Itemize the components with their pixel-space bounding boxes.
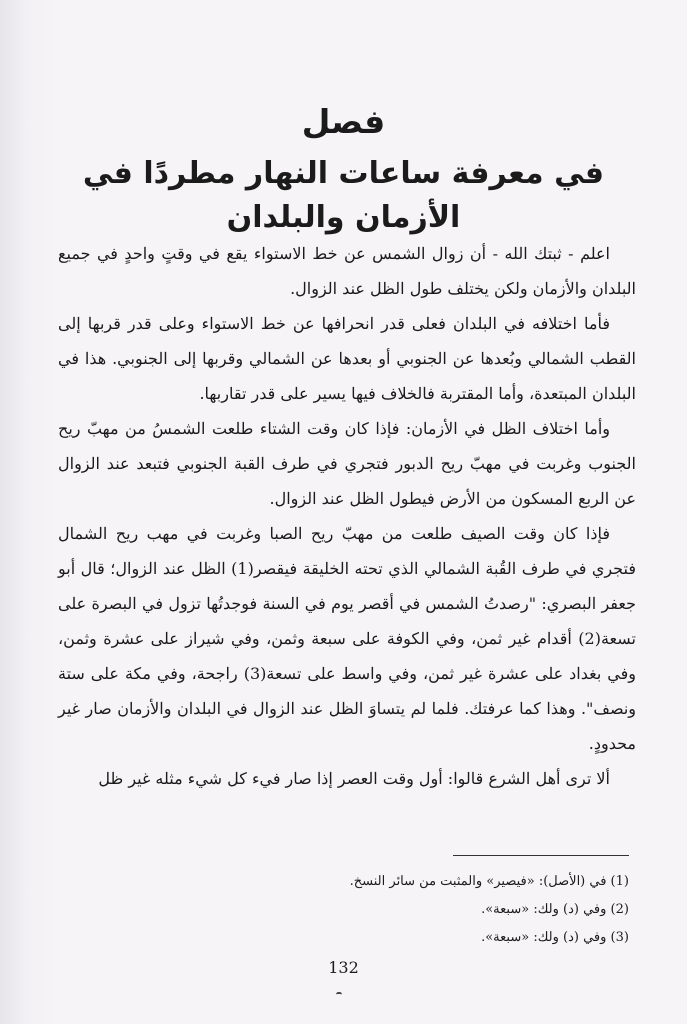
paragraph-4: فإذا كان وقت الصيف طلعت من مهبّ ريح الصبا وغربت في مهب ريح الشمال فتجري في طرف القُبة الشمالي الذي تحته الخليقة فيقصر(1) الظل عند الزوال؛ قال أبو جعفر البصري: "رصدتُ الشمس في أقصر يوم في السنة فوجدتُها تزول في البصرة على تسعة(2) أقدام غير ثمن، وفي الكوفة على سبعة وثمن، وفي شيراز على عشرة وثمن، وفي بغداد على عشرة غير ثمن، وفي واسط على تسعة(3) راجحة، وفي مكة على ستة ونصف". وهذا كما عرفتك. فلما لم يتساوَ الظل عند الزوال في البلدان والأزمان صار غير محدودٍ. — [58, 524, 636, 753]
footnote-2: (2) وفي (د) ولك: «سبعة». — [481, 902, 629, 917]
print-mark — [336, 992, 342, 997]
footnotes — [51, 868, 629, 952]
footnote-divider — [453, 855, 629, 856]
paragraph-1: اعلم - ثبتك الله - أن زوال الشمس عن خط الاستواء يقع في وقتٍ واحدٍ في جميع البلدان والأزمان ولكن يختلف طول الظل عند الزوال. — [58, 244, 636, 298]
paragraph-3: وأما اختلاف الظل في الأزمان: فإذا كان وقت الشتاء طلعت الشمسُ من مهبّ ريح الجنوب وغربت في مهبّ ريح الدبور فتجري في طرف القبة الجنوبي فتبعد عند الزوال عن الربع المسكون من الأرض فيطول الظل عند الزوال. — [58, 419, 636, 508]
paragraph-2: فأما اختلافه في البلدان فعلى قدر انحرافها عن خط الاستواء وعلى قدر قربها إلى القطب الشمالي وبُعدها عن الجنوبي أو بعدها عن الشمالي وقربها إلى الجنوبي. هذا في البلدان المبتعدة، وأما المقتربة فالخلاف فيها يسير على قدر تقاربها. — [58, 314, 636, 403]
page-number: 132 — [328, 958, 359, 977]
chapter-title: فصل — [301, 102, 386, 141]
footnote-1: (1) في (الأصل): «فيصير» والمثبت من سائر النسخ. — [349, 874, 629, 889]
footnote-3: (3) وفي (د) ولك: «سبعة». — [481, 930, 629, 945]
paragraph-5: ألا ترى أهل الشرع قالوا: أول وقت العصر إذا صار فيء كل شيء مثله غير ظل — [98, 769, 610, 788]
body-text — [58, 236, 636, 796]
chapter-subtitle: في معرفة ساعات النهار مطردًا في الأزمان والبلدان — [82, 156, 605, 235]
